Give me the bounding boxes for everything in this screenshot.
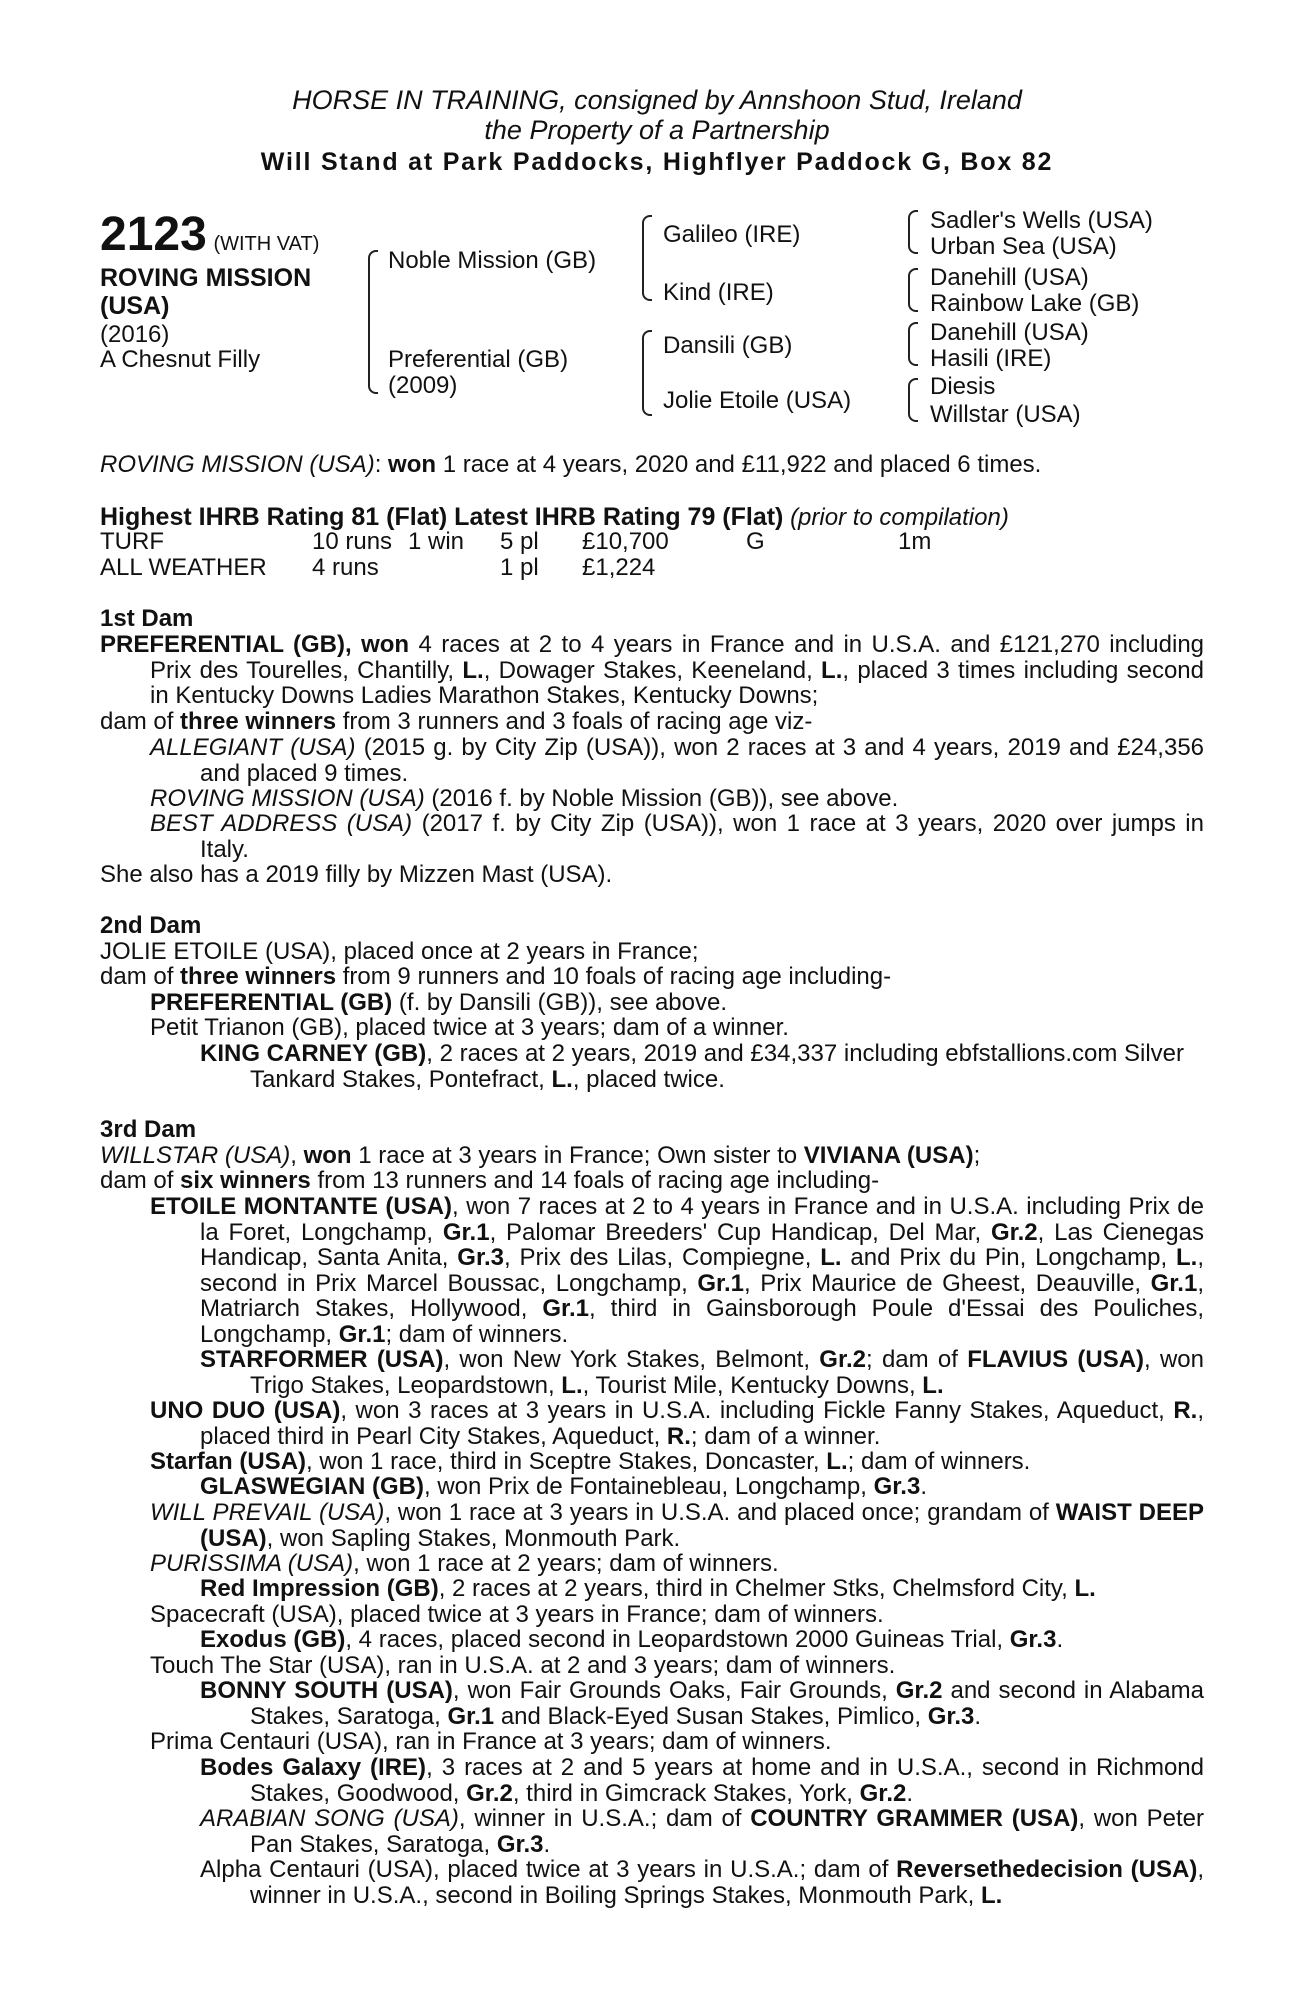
pedigree-brace-dam [642,330,652,416]
second-dam-record: JOLIE ETOILE (USA), placed once at 2 years in France; [100,938,699,965]
turf-surface: TURF [100,528,164,555]
pedigree-brace-dd [908,378,918,422]
pedigree-dsd: Hasili (IRE) [930,345,1052,372]
pedigree-brace-ds [908,322,918,366]
horse-year: (2016) [100,321,170,348]
offspring-will-prevail: WILL PREVAIL (USA), won 1 race at 3 years in U.S.A. and placed once; grandam of WAIST DEEP (USA), won Sapling Stakes, Monmouth Park. [150,1499,1204,1552]
offspring-purissima: PURISSIMA (USA), won 1 race at 2 years; dam of winners. [150,1550,779,1577]
offspring-prima-centauri: Prima Centauri (USA), ran in France at 3 years; dam of winners. [150,1728,832,1755]
offspring-petit-trianon: Petit Trianon (GB), placed twice at 3 years; dam of a winner. [150,1014,789,1041]
offspring-spacecraft: Spacecraft (USA), placed twice at 3 years in France; dam of winners. [150,1601,884,1628]
offspring-uno-duo: UNO DUO (USA), won 3 races at 3 years in U.S.A. including Fickle Fanny Stakes, Aqueduct, R., placed third in Pearl City Stakes, Aqueduct, R.; dam of a winner. [150,1397,1204,1450]
pedigree-ds: Dansili (GB) [663,332,793,359]
offspring-roving-mission: ROVING MISSION (USA) (2016 f. by Noble Mission (GB)), see above. [150,785,899,812]
offspring-alpha-centauri: Alpha Centauri (USA), placed twice at 3 years in U.S.A.; dam of Reversethedecision (USA), winner in U.S.A., second in Boiling Springs Stakes, Monmouth Park, L. [200,1856,1205,1909]
offspring-best-address: BEST ADDRESS (USA) (2017 f. by City Zip (USA)), won 1 race at 3 years, 2020 over jumps in Italy. [150,810,1204,863]
pedigree-ss: Galileo (IRE) [663,221,801,248]
horse-country: (USA) [100,292,170,320]
offspring-king-carney: KING CARNEY (GB), 2 races at 2 years, 2019 and £34,337 including ebfstallions.com Silver Tankard Stakes, Pontefract, L., placed twice. [200,1040,1185,1093]
pedigree-dd: Jolie Etoile (USA) [663,387,852,414]
third-dam-produce: dam of six winners from 13 runners and 14 foals of racing age including- [100,1167,880,1194]
pedigree-brace-sd [908,268,918,312]
turf-earnings: £10,700 [582,528,669,555]
aw-earnings: £1,224 [582,554,656,581]
offspring-arabian-song: ARABIAN SONG (USA), winner in U.S.A.; dam of COUNTRY GRAMMER (USA), won Peter Pan Stakes, Saratoga, Gr.3. [200,1805,1204,1858]
first-dam-heading: 1st Dam [100,605,194,632]
third-dam-record: WILLSTAR (USA), won 1 race at 3 years in France; Own sister to VIVIANA (USA); [100,1142,981,1169]
consignor-line: HORSE IN TRAINING, consigned by Annshoon Stud, Ireland [292,85,1022,115]
aw-runs: 4 runs [312,554,379,581]
offspring-touch-the-star: Touch The Star (USA), ran in U.S.A. at 2 and 3 years; dam of winners. [150,1652,896,1679]
offspring-bodes-galaxy: Bodes Galaxy (IRE), 3 races at 2 and 5 years at home and in U.S.A., second in Richmond Stakes, Goodwood, Gr.2, third in Gimcrack Stakes, York, Gr.2. [200,1754,1205,1807]
lot-number-row [100,210,319,260]
second-dam-heading: 2nd Dam [100,912,202,939]
horse-description: A Chesnut Filly [100,346,261,373]
turf-runs: 10 runs [312,528,393,555]
second-dam-produce: dam of three winners from 9 runners and 10 foals of racing age including- [100,963,892,990]
offspring-glaswegian: GLASWEGIAN (GB), won Prix de Fontainebleau, Longchamp, Gr.3. [200,1473,927,1500]
pedigree-sss: Sadler's Wells (USA) [930,207,1153,234]
pedigree-sd: Kind (IRE) [663,279,774,306]
offspring-red-impression: Red Impression (GB), 2 races at 2 years, third in Chelmer Stks, Chelmsford City, L. [200,1575,1096,1602]
third-dam-heading: 3rd Dam [100,1116,197,1143]
offspring-starfan: Starfan (USA), won 1 race, third in Sceptre Stakes, Doncaster, L.; dam of winners. [150,1448,1031,1475]
vat-label: (WITH VAT) [213,233,320,255]
offspring-bonny-south: BONNY SOUTH (USA), won Fair Grounds Oaks, Fair Grounds, Gr.2 and second in Alabama Stakes, Saratoga, Gr.1 and Black-Eyed Susan Stakes, Pimlico, Gr.3. [200,1677,1204,1730]
horse-name: ROVING MISSION [100,264,312,292]
offspring-exodus: Exodus (GB), 4 races, placed second in Leopardstown 2000 Guineas Trial, Gr.3. [200,1626,1064,1653]
stand-line: Will Stand at Park Paddocks, Highflyer Paddock G, Box 82 [260,148,1054,176]
turf-going: G [746,528,765,555]
pedigree-dss: Danehill (USA) [930,319,1089,346]
pedigree-dam: Preferential (GB) [388,346,569,373]
offspring-starformer: STARFORMER (USA), won New York Stakes, Belmont, Gr.2; dam of FLAVIUS (USA), won Trigo Stakes, Leopardstown, L., Tourist Mile, Kentucky Downs, L. [200,1346,1204,1399]
offspring-etoile-montante: ETOILE MONTANTE (USA), won 7 races at 2 to 4 years in France and in U.S.A. including Prix de la Foret, Longchamp, Gr.1, Palomar Breeders' Cup Handicap, Del Mar, Gr.2, Las Cienegas Handicap, Santa Anita, Gr.3, Prix des Lilas, Compiegne, L. and Prix du Pin, Longchamp, L., second in Prix Marcel Boussac, Longchamp, Gr.1, Prix Maurice de Gheest, Deauville, Gr.1, Matriarch Stakes, Hollywood, Gr.1, third in Gainsborough Poule d'Essai des Pouliches, Longchamp, Gr.1; dam of winners. [150,1193,1204,1348]
aw-surface: ALL WEATHER [100,554,267,581]
lot-number: 2123 [100,208,207,261]
first-dam-also: She also has a 2019 filly by Mizzen Mast (USA). [100,861,613,888]
turf-distance: 1m [898,528,932,555]
first-dam-record: PREFERENTIAL (GB), won 4 races at 2 to 4 years in France and in U.S.A. and £121,270 including Prix des Tourelles, Chantilly, L., Dowager Stakes, Keeneland, L., placed 3 times including second in Kentucky Downs Ladies Marathon Stakes, Kentucky Downs; [100,631,1205,710]
pedigree-brace-sire [642,215,652,301]
pedigree-sdd: Rainbow Lake (GB) [930,290,1140,317]
turf-wins: 1 win [408,528,465,555]
pedigree-sire: Noble Mission (GB) [388,247,597,274]
pedigree-ddd: Willstar (USA) [930,401,1081,428]
aw-places: 1 pl [500,554,539,581]
ratings-headline: Highest IHRB Rating 81 (Flat) Latest IHRB Rating 79 (Flat) (prior to compilation) [100,503,1009,531]
pedigree-brace-ss [908,210,918,254]
offspring-allegiant: ALLEGIANT (USA) (2015 g. by City Zip (USA)), won 2 races at 3 and 4 years, 2019 and £24,356 and placed 9 times. [150,734,1205,787]
property-line: the Property of a Partnership [484,115,830,145]
pedigree-dds: Diesis [930,373,996,400]
pedigree-dam-year: (2009) [388,372,458,399]
first-dam-produce: dam of three winners from 3 runners and 3 foals of racing age viz- [100,708,813,735]
race-summary: ROVING MISSION (USA): won 1 race at 4 years, 2020 and £11,922 and placed 6 times. [100,451,1042,478]
pedigree-brace-main [368,250,378,394]
offspring-preferential: PREFERENTIAL (GB) (f. by Dansili (GB)), see above. [150,989,728,1016]
turf-places: 5 pl [500,528,539,555]
pedigree-sds: Danehill (USA) [930,264,1089,291]
pedigree-ssd: Urban Sea (USA) [930,233,1117,260]
